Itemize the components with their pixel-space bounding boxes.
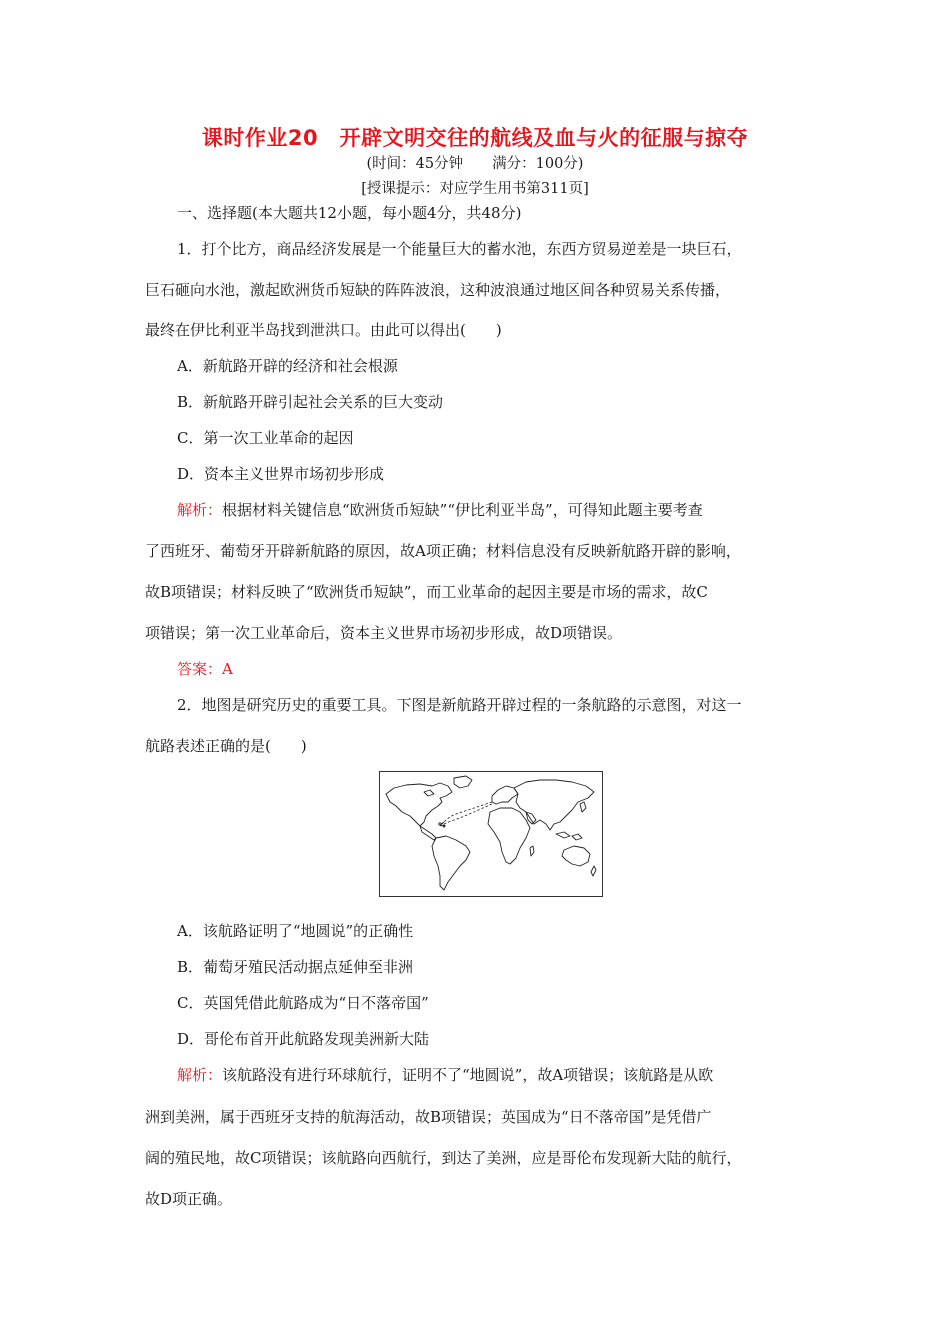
q1-answer	[177, 659, 233, 679]
q1-analysis-line: 故B项错误；材料反映了“欧洲货币短缺”，而工业革命的起因主要是市场的需求，故C	[145, 583, 708, 601]
asia-outline	[514, 780, 594, 830]
q2-analysis-line	[177, 1065, 713, 1085]
central-america-outline	[420, 826, 436, 840]
japan-outline	[580, 802, 586, 812]
q2-option-d: D．哥伦布首开此航路发现美洲新大陆	[177, 1030, 430, 1048]
time-score: (时间：45分钟 满分：100分)	[366, 156, 584, 172]
analysis-label: 解析：	[177, 1066, 223, 1084]
hudson-bay-outline	[424, 790, 434, 796]
madagascar-outline	[530, 846, 534, 856]
indonesia-outline	[572, 834, 582, 840]
q1-stem-line: 最终在伊比利亚半岛找到泄洪口。由此可以得出( )	[145, 321, 502, 339]
q1-analysis-line: 项错误；第一次工业革命后，资本主义世界市场初步形成，故D项错误。	[145, 624, 623, 642]
q1-option-d: D．资本主义世界市场初步形成	[177, 465, 385, 483]
north-america-outline	[386, 783, 452, 826]
new-zealand-outline	[591, 866, 596, 876]
world-map-figure	[379, 771, 603, 897]
q1-option-b: B．新航路开辟引起社会关系的巨大变动	[177, 393, 444, 411]
q2-analysis-line: 洲到美洲，属于西班牙支持的航海活动，故B项错误；英国成为“日不落帝国”是凭借广	[145, 1108, 712, 1126]
australia-outline	[562, 846, 590, 866]
q1-stem-line: 1．打个比方，商品经济发展是一个能量巨大的蓄水池，东西方贸易逆差是一块巨石，	[177, 240, 742, 258]
voyage-route-line	[442, 802, 492, 824]
q1-stem-line: 巨石砸向水池，激起欧洲货币短缺的阵阵波浪，这种波浪通过地区间各种贸易关系传播，	[145, 281, 731, 299]
world-map-svg	[380, 772, 602, 896]
indonesia-outline	[556, 832, 570, 838]
section-heading: 一、选择题(本大题共12小题，每小题4分，共48分)	[177, 204, 522, 222]
q1-analysis-line: 了西班牙、葡萄牙开辟新航路的原因，故A项正确；材料信息没有反映新航路开辟的影响，	[145, 542, 741, 560]
q2-analysis-line: 故D项正确。	[145, 1190, 233, 1208]
analysis-label: 解析：	[177, 501, 223, 519]
q2-stem-line: 2．地图是研究历史的重要工具。下图是新航路开辟过程的一条航路的示意图，对这一	[177, 696, 742, 714]
textbook-hint: [授课提示：对应学生用书第311页]	[361, 181, 589, 197]
q2-analysis-line: 阔的殖民地，故C项错误；该航路向西航行，到达了美洲，应是哥伦布发现新大陆的航行，	[145, 1149, 742, 1167]
answer-value: A	[222, 660, 233, 678]
analysis-text: 该航路没有进行环球航行，证明不了“地圆说”，故A项错误；该航路是从欧	[222, 1066, 714, 1084]
page-title: 课时作业20 开辟文明交往的航线及血与火的征服与掠夺	[201, 126, 749, 150]
q1-option-a: A．新航路开辟的经济和社会根源	[177, 357, 398, 375]
voyage-route-line	[440, 804, 492, 826]
q2-option-c: C．英国凭借此航路成为“日不落帝国”	[177, 994, 429, 1012]
q1-option-c: C．第一次工业革命的起因	[177, 429, 354, 447]
analysis-text: 根据材料关键信息“欧洲货币短缺”“伊比利亚半岛”，可得知此题主要考查	[222, 501, 703, 519]
africa-outline	[488, 808, 530, 864]
q2-option-b: B．葡萄牙殖民活动据点延伸至非洲	[177, 958, 414, 976]
q2-stem-line: 航路表述正确的是( )	[145, 737, 307, 755]
q2-option-a: A．该航路证明了“地圆说”的正确性	[177, 922, 414, 940]
answer-label: 答案：	[177, 660, 223, 678]
q1-analysis-line	[177, 500, 703, 520]
south-america-outline	[432, 836, 470, 890]
greenland-outline	[454, 776, 472, 788]
